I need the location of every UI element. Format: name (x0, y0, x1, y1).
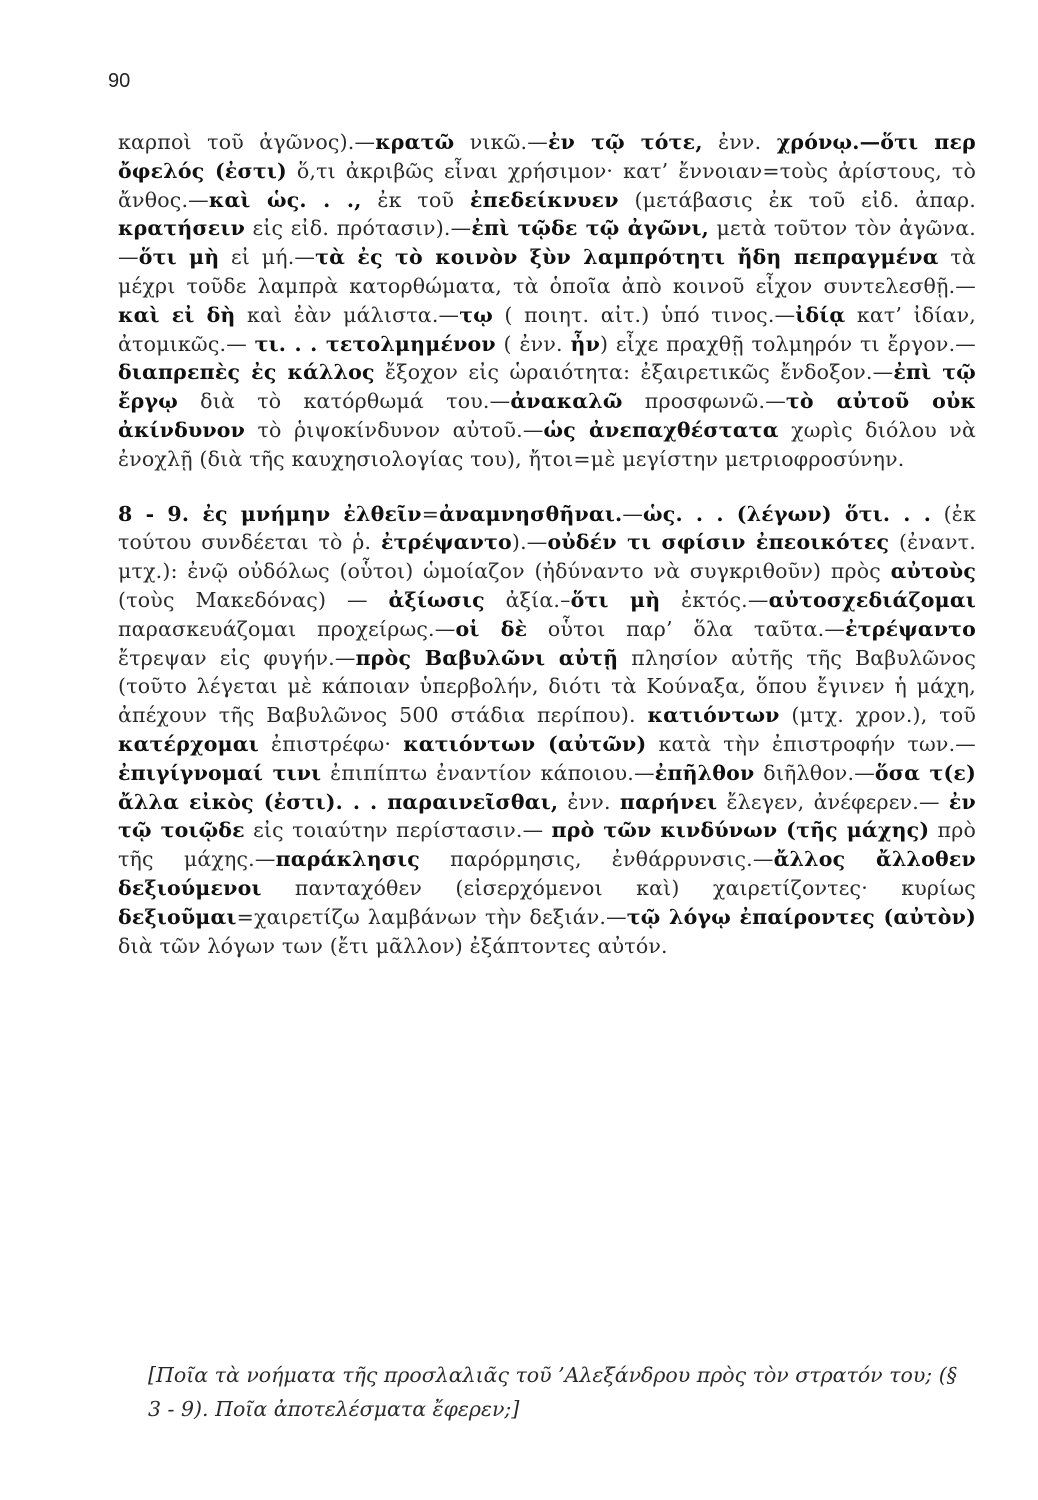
lemma-text: οὐδέν τι σφίσιν ἐπεοικότες (547, 530, 890, 555)
gloss-text: διὰ τὸ κατόρθωμά του.— (177, 389, 511, 414)
lemma-text: ἀνακαλῶ (510, 389, 623, 414)
gloss-text: (μτχ. χρον.), τοῦ (779, 703, 976, 728)
lemma-text: παράκλησις (275, 847, 420, 872)
gloss-text: διὰ τῶν λόγων των (ἔτι μᾶλλον) ἐξάπτοντες αὐτόν. (118, 933, 668, 958)
gloss-text: (τοὺς Μακεδόνας) — (118, 587, 389, 612)
gloss-text: ἐνν. (558, 789, 620, 814)
lemma-text: κρατῶ (375, 130, 455, 154)
gloss-text: ἐκτός.— (660, 587, 769, 612)
gloss-text: — (622, 501, 644, 526)
lemma-text: ἐπιγίγνομαί τινι (118, 760, 322, 785)
gloss-text: = (421, 501, 440, 526)
lemma-text: ἦν (570, 331, 600, 356)
gloss-text: ( ποιητ. αἰτ.) ὑπό τινος.— (492, 302, 796, 327)
lemma-text: ἐπὶ τῷ ἔργῳ (118, 360, 976, 414)
gloss-text: εἰς τοιαύτην περίστασιν.— (244, 818, 552, 843)
gloss-text: προσφωνῶ.— (622, 389, 786, 414)
lemma-text: καὶ εἰ δὴ (118, 302, 236, 327)
lemma-text: οἱ δὲ (455, 616, 528, 641)
lemma-text: ὡς ἀνεπαχθέστατα (543, 417, 779, 442)
gloss-text: εἰς εἰδ. πρότασιν).— (245, 216, 472, 241)
gloss-text: ).— (511, 530, 548, 555)
lemma-text: χρόνῳ.—ὅτι περ ὄφελός (ἐστι) (118, 130, 976, 183)
lemma-text: πρὸ τῶν κινδύνων (τῆς μάχης) (551, 818, 930, 843)
commentary-paragraph-2 (118, 500, 976, 961)
gloss-text: παρόρμησις, ἐνθάρρυνσις.— (419, 847, 774, 872)
review-questions: [Ποῖα τὰ νοήματα τῆς προσλαλιᾶς τοῦ ’Αλεξάνδρου πρὸς τὸν στρατόν του; (§ 3 - 9). Ποῖα ἀποτελέσματα ἔφερεν;] (148, 1363, 957, 1421)
lemma-text: ἐπεδείκνυεν (469, 187, 619, 212)
lemma-text: ὅσα τ(ε) ἄλλα εἰκὸς (ἐστι). . . παραινεῖσθαι, (118, 760, 976, 814)
gloss-text: (ἐναντ. μτχ.): ἐνῷ οὐδόλως (οὗτοι) ὡμοίαζον (ἠδύναντο νὰ συγκριθοῦν) πρὸς (118, 530, 976, 584)
gloss-text: ἔξοχον εἰς ὡραιότητα: ἐξαιρετικῶς ἔνδοξον.— (374, 360, 894, 385)
gloss-text: ( ἐνν. (495, 331, 571, 356)
lemma-text: ἐν τῷ τότε, (547, 130, 703, 154)
lemma-text: ἐπὶ τῷδε τῷ ἀγῶνι, (471, 216, 709, 241)
lemma-text: ὅτι μὴ (138, 245, 220, 270)
gloss-text: χωρὶς διόλου νὰ ἐνοχλῇ (διὰ τῆς καυχησιολογίας του), ἤτοι=μὲ μεγίστην μετριοφροσύνην. (118, 417, 977, 471)
lemma-text: πρὸς Βαβυλῶνι αὐτῇ (355, 645, 619, 670)
gloss-text: ἔτρεψαν εἰς φυγήν.— (118, 645, 356, 670)
gloss-text: εἰ μή.— (219, 245, 316, 270)
gloss-text: τὸ ῥιψοκίνδυνον αὐτοῦ.— (245, 417, 544, 442)
gloss-text: καὶ ἐὰν μάλιστα.— (235, 302, 460, 327)
lemma-text: ἐτρέψαντο (380, 530, 512, 555)
gloss-text: (μετάβασις ἐκ τοῦ εἰδ. ἀπαρ. (618, 187, 976, 212)
commentary-text (118, 128, 976, 960)
lemma-text: ἐν τῷ τοιῷδε (118, 789, 976, 843)
gloss-text: μετὰ τοῦτον τὸν ἀγῶνα.— (118, 216, 976, 270)
gloss-text: ἔλεγεν, ἀνέφερεν.— (717, 789, 949, 814)
lemma-text: κατέρχομαι (118, 731, 259, 756)
gloss-text: ἐπιπίπτω ἐναντίον κάποιου.— (321, 760, 655, 785)
gloss-text: τὰ μέχρι τοῦδε λαμπρὰ κατορθώματα, τὰ ὁποῖα ἀπὸ κοινοῦ εἶχον συντελεσθῇ.— (118, 245, 976, 298)
lemma-text: ἀξίωσις (388, 587, 485, 612)
lemma-text: διαπρεπὲς ἐς κάλλος (118, 360, 375, 385)
gloss-text: ) εἶχε πραχθῇ τολμηρόν τι ἔργον.— (600, 331, 977, 356)
lemma-text: τῷ λόγῳ ἐπαίροντες (αὐτὸν) (626, 904, 976, 929)
gloss-text: ἐκ τοῦ (361, 187, 470, 212)
lemma-text: αὐτοσχεδιάζομαι (768, 587, 976, 612)
gloss-text: ἀξία.– (484, 587, 571, 612)
lemma-text: τὰ ἐς τὸ κοινὸν ξὺν λαμπρότητι ἤδη πεπραγμένα (315, 245, 939, 270)
lemma-text: 8 - 9. ἐς μνήμην ἐλθεῖν (118, 501, 422, 526)
gloss-text: νικῶ.— (454, 130, 548, 154)
lemma-text: ἀναμνησθῆναι. (439, 501, 623, 526)
commentary-paragraph-1 (118, 128, 976, 474)
gloss-text: καρποὶ τοῦ ἀγῶνος).— (118, 130, 376, 154)
lemma-text: ἐπῆλθον (654, 760, 755, 785)
lemma-text: καὶ ὡς. . ., (208, 187, 362, 212)
lemma-text: τι. . . τετολμημένον (254, 331, 496, 356)
lemma-text: τὸ αὐτοῦ οὐκ ἀκίνδυνον (118, 389, 977, 442)
gloss-text: =χαιρετίζω λαμβάνων τὴν δεξιάν.— (236, 904, 627, 929)
gloss-text: πρὸ τῆς μάχης.— (118, 818, 976, 872)
page-number: 90 (108, 70, 131, 92)
lemma-text: δεξιοῦμαι (118, 904, 237, 929)
gloss-text: διῆλθον.— (754, 760, 875, 785)
gloss-text: παρασκευάζομαι προχείρως.— (118, 616, 456, 641)
lemma-text: ἐτρέψαντο (845, 616, 976, 641)
gloss-text: ἐπιστρέφω· (258, 731, 404, 756)
lemma-text: ὡς. . . (λέγων) ὅτι. . . (643, 501, 932, 526)
gloss-text: ἐνν. (702, 130, 777, 154)
lemma-text: τῳ (459, 302, 493, 327)
gloss-text: οὗτοι παρ’ ὅλα ταῦτα.— (527, 616, 846, 641)
lemma-text: ἄλλος ἄλλοθεν δεξιούμενοι (118, 847, 976, 900)
gloss-text: ὅ,τι ἀκριβῶς εἶναι χρήσιμον· κατ’ ἔννοιαν=τοὺς ἀρίστους, τὸ ἄνθος.— (118, 158, 976, 212)
lemma-text: ἰδίᾳ (795, 302, 846, 327)
lemma-text: κρατήσειν (118, 216, 245, 241)
gloss-text: κατὰ τὴν ἐπιστροφήν των.— (646, 731, 976, 756)
lemma-text: παρήνει (619, 789, 718, 814)
lemma-text: αὐτοὺς (890, 559, 976, 584)
gloss-text: πλησίον αὐτῆς τῆς Βαβυλῶνος (τοῦτο λέγεται μὲ κάποιαν ὑπερβολήν, διότι τὰ Κούναξα, ὅπου ἔγινεν ἡ μάχη, ἀπέχουν τῆς Βαβυλῶνος 500 στάδια περίπου). (118, 645, 977, 728)
gloss-text: κατ’ ἰδίαν, ἀτομικῶς.— (118, 302, 977, 356)
lemma-text: κατιόντων (αὐτῶν) (403, 731, 647, 756)
lemma-text: κατιόντων (647, 703, 780, 728)
gloss-text: (ἐκ τούτου συνδέεται τὸ ῥ. (118, 501, 976, 555)
gloss-text: πανταχόθεν (εἰσερχόμενοι καὶ) χαιρετίζοντες· κυρίως (261, 875, 976, 900)
lemma-text: ὅτι μὴ (570, 587, 661, 612)
